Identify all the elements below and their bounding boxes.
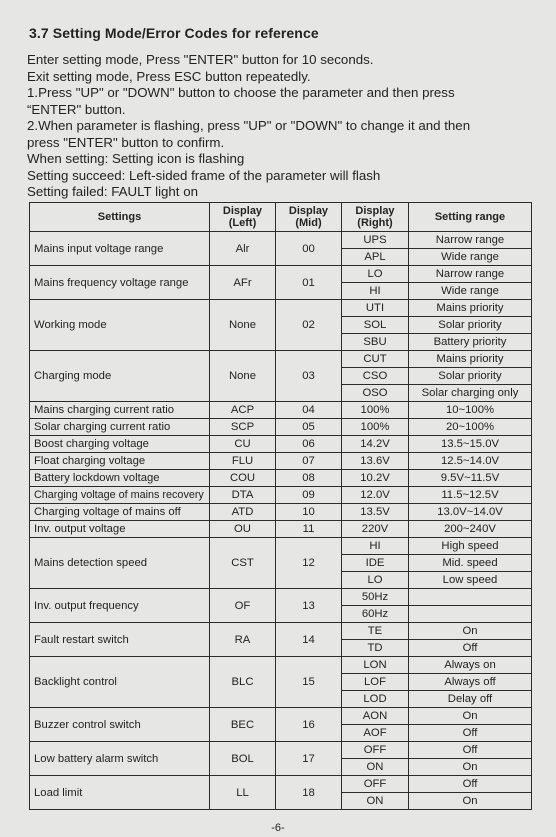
display-mid-code: 04 bbox=[276, 402, 342, 419]
display-mid-code: 08 bbox=[276, 470, 342, 487]
display-mid-code: 11 bbox=[276, 521, 342, 538]
display-left-code: None bbox=[210, 351, 276, 402]
setting-range-value: 200~240V bbox=[409, 521, 532, 538]
setting-name: Inv. output voltage bbox=[30, 521, 210, 538]
table-row bbox=[30, 742, 532, 759]
instruction-line: Exit setting mode, Press ESC button repeatedly. bbox=[27, 68, 311, 84]
display-right-value: LO bbox=[342, 266, 409, 283]
display-mid-code: 10 bbox=[276, 504, 342, 521]
setting-name: Backlight control bbox=[30, 657, 210, 708]
setting-name: Float charging voltage bbox=[30, 453, 210, 470]
setting-name: Load limit bbox=[30, 776, 210, 810]
display-left-code: LL bbox=[210, 776, 276, 810]
setting-range-value: Wide range bbox=[409, 283, 532, 300]
setting-name: Working mode bbox=[30, 300, 210, 351]
display-left-code: BOL bbox=[210, 742, 276, 776]
table-row bbox=[30, 538, 532, 555]
page-number: -6- bbox=[271, 822, 285, 834]
setting-range-value: 10~100% bbox=[409, 402, 532, 419]
display-right-value: CSO bbox=[342, 368, 409, 385]
setting-range-value: Solar priority bbox=[409, 368, 532, 385]
display-left-code: BLC bbox=[210, 657, 276, 708]
display-right-value: UPS bbox=[342, 232, 409, 249]
setting-name: Mains detection speed bbox=[30, 538, 210, 589]
display-right-value: OFF bbox=[342, 742, 409, 759]
header-display-mid: Display (Mid) bbox=[276, 203, 342, 232]
section-title: 3.7 Setting Mode/Error Codes for reference bbox=[29, 25, 319, 41]
setting-name: Charging voltage of mains recovery bbox=[30, 487, 210, 504]
display-right-value: LO bbox=[342, 572, 409, 589]
setting-range-value: Always on bbox=[409, 657, 532, 674]
setting-range-value: Off bbox=[409, 725, 532, 742]
setting-range-value bbox=[409, 589, 532, 606]
setting-name: Battery lockdown voltage bbox=[30, 470, 210, 487]
setting-name: Low battery alarm switch bbox=[30, 742, 210, 776]
setting-range-value: 12.5~14.0V bbox=[409, 453, 532, 470]
setting-range-value: On bbox=[409, 623, 532, 640]
display-left-code: None bbox=[210, 300, 276, 351]
display-right-value: SBU bbox=[342, 334, 409, 351]
setting-range-value: On bbox=[409, 793, 532, 810]
display-left-code: RA bbox=[210, 623, 276, 657]
display-mid-code: 09 bbox=[276, 487, 342, 504]
setting-name: Boost charging voltage bbox=[30, 436, 210, 453]
table-row bbox=[30, 266, 532, 283]
setting-range-value: On bbox=[409, 759, 532, 776]
table-row bbox=[30, 419, 532, 436]
display-right-value: 220V bbox=[342, 521, 409, 538]
instruction-line: Enter setting mode, Press "ENTER" button for 10 seconds. bbox=[27, 52, 374, 67]
table-row bbox=[30, 232, 532, 249]
setting-range-value: Wide range bbox=[409, 249, 532, 266]
display-right-value: IDE bbox=[342, 555, 409, 572]
instruction-line: Setting failed: FAULT light on bbox=[27, 184, 198, 199]
instruction-line: Setting succeed: Left-sided frame of the parameter will flash bbox=[27, 167, 381, 183]
display-left-code: Alr bbox=[210, 232, 276, 266]
display-left-code: CU bbox=[210, 436, 276, 453]
table-row bbox=[30, 776, 532, 793]
table-row bbox=[30, 351, 532, 368]
settings-table bbox=[29, 202, 532, 810]
table-row bbox=[30, 436, 532, 453]
setting-range-value: High speed bbox=[409, 538, 532, 555]
display-right-value: CUT bbox=[342, 351, 409, 368]
display-left-code: BEC bbox=[210, 708, 276, 742]
display-mid-code: 13 bbox=[276, 589, 342, 623]
display-right-value: UTI bbox=[342, 300, 409, 317]
display-right-value: 13.5V bbox=[342, 504, 409, 521]
setting-range-value: Mains priority bbox=[409, 351, 532, 368]
display-mid-code: 02 bbox=[276, 300, 342, 351]
table-row bbox=[30, 657, 532, 674]
display-right-value: HI bbox=[342, 538, 409, 555]
display-mid-code: 12 bbox=[276, 538, 342, 589]
instruction-line: press "ENTER" button to confirm. bbox=[27, 134, 225, 150]
setting-range-value: Mid. speed bbox=[409, 555, 532, 572]
display-mid-code: 15 bbox=[276, 657, 342, 708]
display-left-code: DTA bbox=[210, 487, 276, 504]
display-right-value: 100% bbox=[342, 402, 409, 419]
display-right-value: LOD bbox=[342, 691, 409, 708]
instruction-line: When setting: Setting icon is flashing bbox=[27, 151, 245, 166]
display-right-value: AON bbox=[342, 708, 409, 725]
display-mid-code: 05 bbox=[276, 419, 342, 436]
setting-name: Charging mode bbox=[30, 351, 210, 402]
display-mid-code: 16 bbox=[276, 708, 342, 742]
display-right-value: SOL bbox=[342, 317, 409, 334]
header-display-right: Display (Right) bbox=[342, 203, 409, 232]
setting-range-value: 20~100% bbox=[409, 419, 532, 436]
setting-range-value: Narrow range bbox=[409, 266, 532, 283]
table-row bbox=[30, 708, 532, 725]
table-row bbox=[30, 453, 532, 470]
display-mid-code: 01 bbox=[276, 266, 342, 300]
display-right-value: 10.2V bbox=[342, 470, 409, 487]
display-right-value: ON bbox=[342, 759, 409, 776]
display-left-code: ACP bbox=[210, 402, 276, 419]
setting-range-value: Solar charging only bbox=[409, 385, 532, 402]
display-right-value: 13.6V bbox=[342, 453, 409, 470]
display-right-value: 14.2V bbox=[342, 436, 409, 453]
header-settings: Settings bbox=[30, 203, 210, 232]
table-row bbox=[30, 487, 532, 504]
setting-name: Buzzer control switch bbox=[30, 708, 210, 742]
setting-range-value: Mains priority bbox=[409, 300, 532, 317]
display-right-value: OSO bbox=[342, 385, 409, 402]
display-mid-code: 00 bbox=[276, 232, 342, 266]
header-setting-range: Setting range bbox=[409, 203, 532, 232]
display-mid-code: 14 bbox=[276, 623, 342, 657]
display-left-code: SCP bbox=[210, 419, 276, 436]
table-header-row bbox=[30, 203, 532, 232]
display-right-value: TE bbox=[342, 623, 409, 640]
setting-range-value: Off bbox=[409, 742, 532, 759]
display-left-code: AFr bbox=[210, 266, 276, 300]
display-mid-code: 18 bbox=[276, 776, 342, 810]
table-row bbox=[30, 589, 532, 606]
display-right-value: AOF bbox=[342, 725, 409, 742]
setting-name: Mains input voltage range bbox=[30, 232, 210, 266]
display-mid-code: 06 bbox=[276, 436, 342, 453]
setting-range-value: Off bbox=[409, 640, 532, 657]
table-row bbox=[30, 521, 532, 538]
setting-range-value: 13.5~15.0V bbox=[409, 436, 532, 453]
setting-range-value: 13.0V~14.0V bbox=[409, 504, 532, 521]
display-left-code: COU bbox=[210, 470, 276, 487]
setting-name: Mains frequency voltage range bbox=[30, 266, 210, 300]
display-right-value: 12.0V bbox=[342, 487, 409, 504]
display-right-value: OFF bbox=[342, 776, 409, 793]
display-mid-code: 03 bbox=[276, 351, 342, 402]
setting-range-value: Delay off bbox=[409, 691, 532, 708]
table-row bbox=[30, 623, 532, 640]
setting-range-value bbox=[409, 606, 532, 623]
instruction-line: “ENTER" button. bbox=[27, 101, 126, 117]
setting-range-value: Off bbox=[409, 776, 532, 793]
setting-name: Inv. output frequency bbox=[30, 589, 210, 623]
display-left-code: CST bbox=[210, 538, 276, 589]
display-right-value: ON bbox=[342, 793, 409, 810]
table-row bbox=[30, 470, 532, 487]
display-left-code: OU bbox=[210, 521, 276, 538]
display-mid-code: 17 bbox=[276, 742, 342, 776]
instruction-line: 1.Press "UP" or "DOWN" button to choose the parameter and then press bbox=[27, 85, 455, 100]
setting-range-value: 9.5V~11.5V bbox=[409, 470, 532, 487]
table-row bbox=[30, 300, 532, 317]
display-mid-code: 07 bbox=[276, 453, 342, 470]
setting-name: Solar charging current ratio bbox=[30, 419, 210, 436]
display-right-value: 60Hz bbox=[342, 606, 409, 623]
instructions bbox=[27, 52, 470, 201]
header-display-left: Display (Left) bbox=[210, 203, 276, 232]
display-right-value: HI bbox=[342, 283, 409, 300]
display-right-value: LOF bbox=[342, 674, 409, 691]
table-row bbox=[30, 402, 532, 419]
table-row bbox=[30, 504, 532, 521]
setting-range-value: Battery priority bbox=[409, 334, 532, 351]
display-right-value: APL bbox=[342, 249, 409, 266]
instruction-line: 2.When parameter is flashing, press "UP" or "DOWN" to change it and then bbox=[27, 118, 471, 133]
display-left-code: OF bbox=[210, 589, 276, 623]
display-right-value: 100% bbox=[342, 419, 409, 436]
display-left-code: ATD bbox=[210, 504, 276, 521]
setting-range-value: Always off bbox=[409, 674, 532, 691]
setting-range-value: Low speed bbox=[409, 572, 532, 589]
setting-range-value: 11.5~12.5V bbox=[409, 487, 532, 504]
setting-range-value: Solar priority bbox=[409, 317, 532, 334]
setting-name: Fault restart switch bbox=[30, 623, 210, 657]
setting-range-value: Narrow range bbox=[409, 232, 532, 249]
setting-name: Mains charging current ratio bbox=[30, 402, 210, 419]
display-right-value: 50Hz bbox=[342, 589, 409, 606]
setting-name: Charging voltage of mains off bbox=[30, 504, 210, 521]
display-right-value: TD bbox=[342, 640, 409, 657]
setting-range-value: On bbox=[409, 708, 532, 725]
display-left-code: FLU bbox=[210, 453, 276, 470]
display-right-value: LON bbox=[342, 657, 409, 674]
